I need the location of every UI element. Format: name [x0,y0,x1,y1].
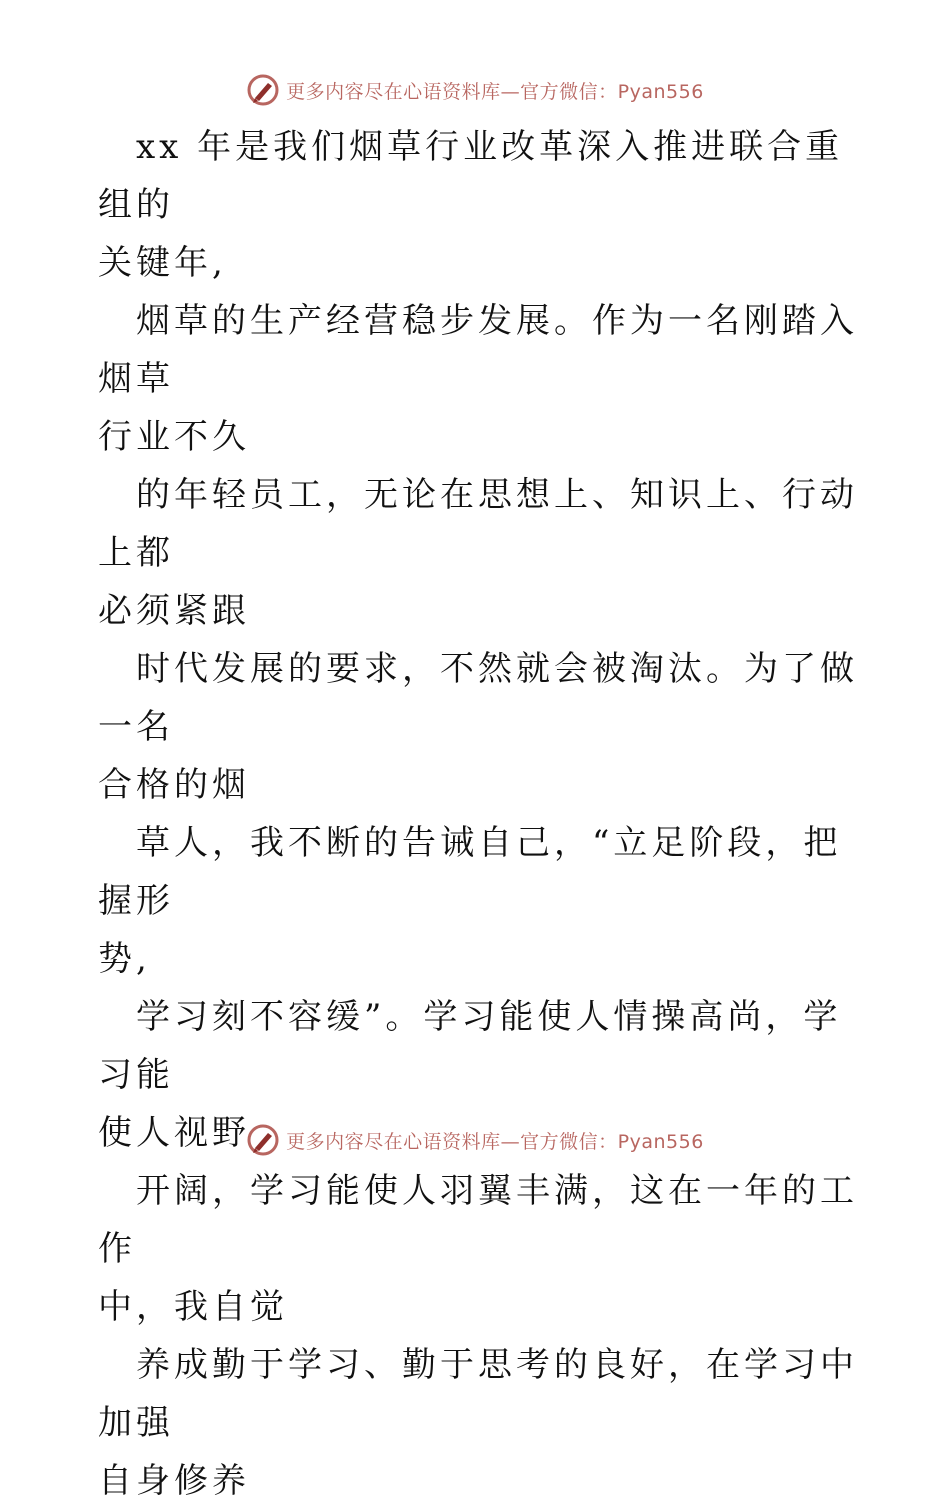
paragraph: 烟草的生产经营稳步发展。作为一名刚踏入烟草 行业不久 [98,301,858,457]
document-body [98,118,858,1510]
paragraph: 的年轻员工，无论在思想上、知识上、行动上都 必须紧跟 [98,475,858,631]
paragraph: 学习刻不容缓”。学习能使人情操高尚，学习能 使人视野 [98,997,842,1153]
paragraph: 开阔，学习能使人羽翼丰满，这在一年的工作 中，我自觉 [98,1171,858,1327]
pen-logo-icon [246,73,280,107]
paragraph: 草人，我不断的告诫自己，“立足阶段，把握形 势, [98,823,842,979]
paragraph: xx 年是我们烟草行业改革深入推进联合重组的 关键年, [98,127,844,283]
footer-watermark [0,1118,950,1162]
watermark-text: 更多内容尽在心语资料库—官方微信：Pyan556 [286,1130,704,1153]
pen-logo-icon [246,1123,280,1157]
watermark-text: 更多内容尽在心语资料库—官方微信：Pyan556 [286,80,704,103]
paragraph: 时代发展的要求，不然就会被淘汰。为了做一名 合格的烟 [98,649,858,805]
paragraph: 养成勤于学习、勤于思考的良好，在学习中加强 自身修养 [98,1345,858,1501]
header-watermark [0,68,950,112]
